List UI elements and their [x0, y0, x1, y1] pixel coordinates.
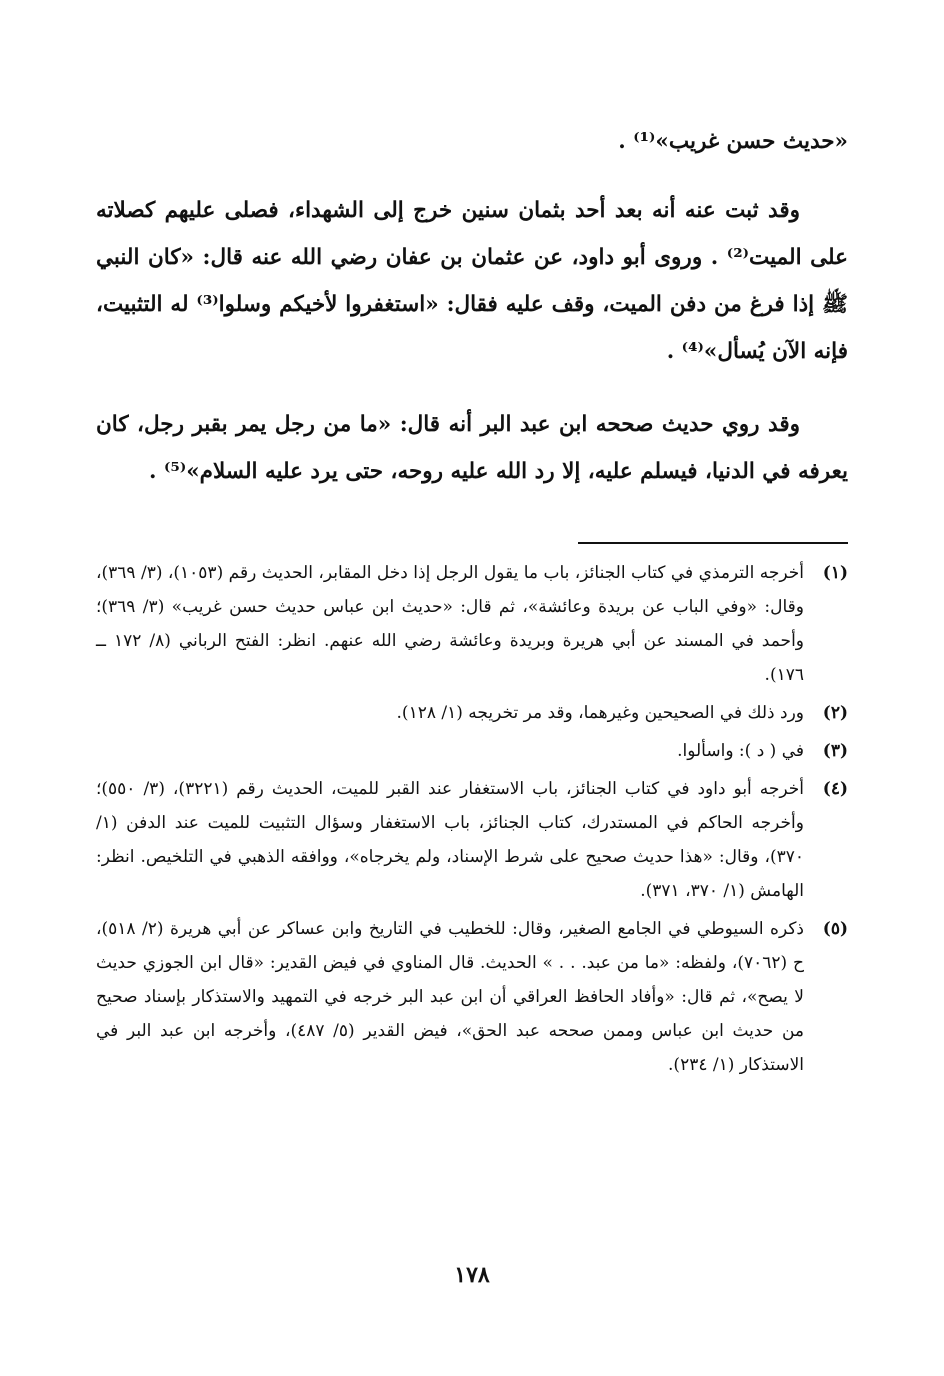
footnote-text: أخرجه الترمذي في كتاب الجنائز، باب ما يقول الرجل إذا دخل المقابر، الحديث رقم (١٠٥٣)، (٣/ ٣٦٩)، وقال: «وفي الباب عن بريدة وعائشة»، ثم قال: «حديث ابن عباس حديث حسن غريب» (٣/ ٣٦٩)؛ وأحمد في المسند عن أبي هريرة وبريدة وعائشة رضي الله عنهم. انظر: الفتح الرباني (٨/ ١٧٢ ــ ١٧٦).	[96, 563, 805, 685]
footnote	[96, 772, 848, 908]
footnote-number: (١)	[822, 563, 848, 583]
footnote-text: ذكره السيوطي في الجامع الصغير، وقال: للخطيب في التاريخ وابن عساكر عن أبي هريرة (٢/ ٥١٨)، ح (٧٠٦٢)، ولفظه: «ما من عبد. . . » الحديث. قال المناوي في فيض القدير: «قال ابن الجوزي حديث لا يصح»، ثم قال: «وأفاد الحافظ العراقي أن ابن عبد البر خرجه في التمهيد والاستذكار بإسناد صحيح من حديث ابن عباس وممن صححه عبد الحق»، فيض القدير (٥/ ٤٨٧)، وأخرجه ابن عبد البر في الاستذكار (١/ ٢٣٤).	[96, 919, 805, 1075]
main-text	[96, 118, 848, 521]
footnote	[96, 734, 848, 768]
footnote-text: أخرجه أبو داود في كتاب الجنائز، باب الاستغفار عند القبر للميت، الحديث رقم (٣٢٢١)، (٣/ ٥٥٠)؛ وأخرجه الحاكم في المستدرك، كتاب الجنائز، باب الاستغفار وسؤال التثبيت للميت عند الدفن (١/ ٣٧٠)، وقال: «هذا حديث صحيح على شرط الإسناد، ولم يخرجاه»، ووافقه الذهبي في التلخيص. انظر: الهامش (١/ ٣٧٠، ٣٧١).	[96, 779, 805, 901]
paragraph-greeting-the-dead: وقد روي حديث صححه ابن عبد البر أنه قال: «ما من رجل يمر بقبر رجل، كان يعرفه في الدنيا، فيسلم عليه، إلا رد الله عليه روحه، حتى يرد عليه السلام»⁽⁵⁾ .	[96, 412, 848, 484]
footnote-number: (٥)	[822, 919, 848, 939]
paragraph-prayer-on-martyrs: وقد ثبت عنه أنه بعد أحد بثمان سنين خرج إلى الشهداء، فصلى عليهم كصلاته على الميت⁽²⁾ . وروى أبو داود، عن عثمان بن عفان رضي الله عنه قال: «كان النبي ﷺ إذا فرغ من دفن الميت، وقف عليه فقال: «استغفروا لأخيكم وسلوا⁽³⁾ له التثبيت، فإنه الآن يُسأل»⁽⁴⁾ .	[96, 198, 849, 364]
paragraph-hadith-grade: «حديث حسن غريب»⁽¹⁾ .	[618, 129, 848, 154]
footnote-number: (٣)	[822, 741, 848, 761]
footnote-number: (٢)	[822, 703, 848, 723]
footnotes	[96, 556, 848, 1086]
page-number: ١٧٨	[454, 1262, 490, 1288]
footnote-number: (٤)	[822, 779, 848, 799]
footnote	[96, 556, 848, 692]
footnote-text: في ( د ): واسألوا.	[677, 741, 804, 761]
footnote	[96, 696, 848, 730]
footnote	[96, 912, 848, 1082]
footnote-text: ورد ذلك في الصحيحين وغيرهما، وقد مر تخريجه (١/ ١٢٨).	[396, 703, 804, 723]
footnote-separator	[578, 542, 848, 544]
